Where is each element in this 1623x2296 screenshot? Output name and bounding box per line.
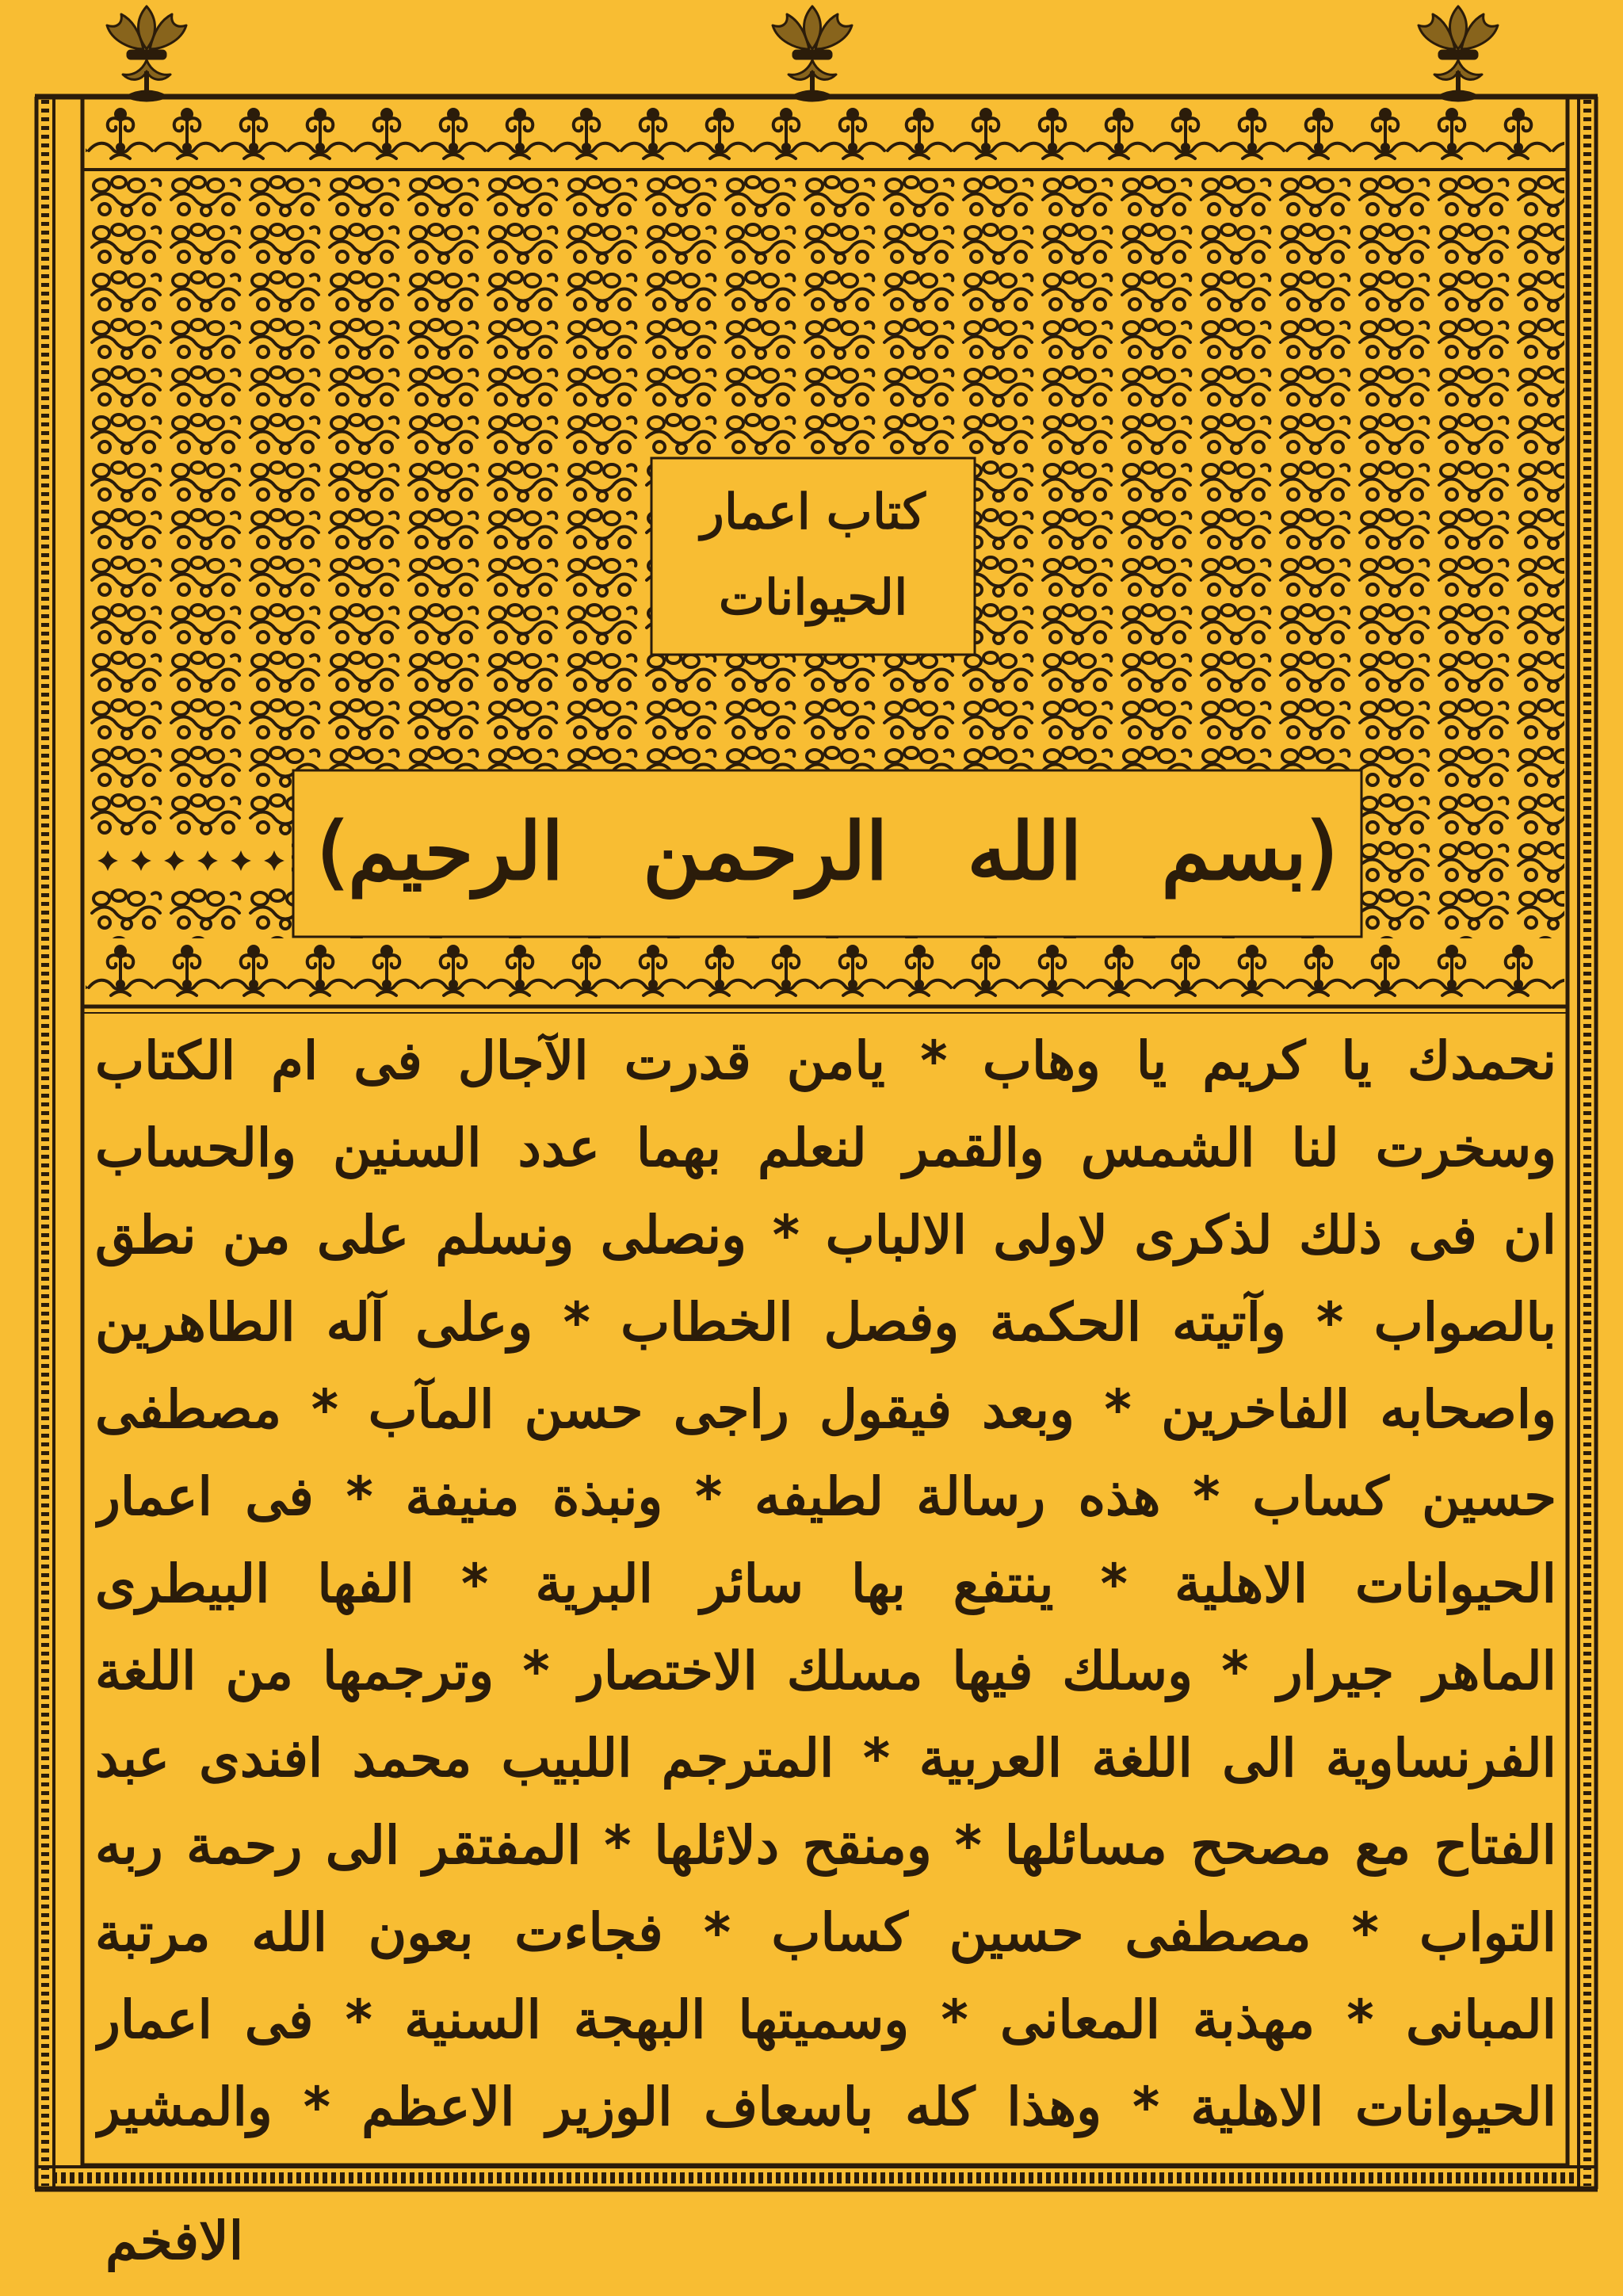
basmala-heading: (بسم الله الرحمن الرحيم) <box>317 805 1338 898</box>
catchword: الافخم <box>105 2210 244 2271</box>
book-title <box>651 458 975 655</box>
body-line: بالصواب * وآتيته الحكمة وفصل الخطاب * وعلى آله الطاهرين <box>95 1292 1556 1353</box>
bottom-floral-border <box>86 940 1564 1003</box>
body-line: الفرنساوية الى اللغة العربية * المترجم اللبيب محمد افندى عبد <box>95 1728 1556 1789</box>
body-text <box>95 1018 1556 2151</box>
star-strip <box>87 835 292 886</box>
body-line: ان فى ذلك لذكرى لاولى الالباب * ونصلى ونسلم على من نطق <box>95 1205 1556 1266</box>
body-line: المبانى * مهذبة المعانى * وسميتها البهجة السنية * فى اعمار <box>95 1989 1556 2050</box>
body-line: التواب * مصطفى حسين كساب * فجاءت بعون الله مرتبة <box>95 1902 1556 1963</box>
body-line: حسين كساب * هذه رسالة لطيفه * ونبذة منيفة * فى اعمار <box>95 1466 1556 1527</box>
body-line: الماهر جيرار * وسلك فيها مسلك الاختصار * وترجمها من اللغة <box>95 1641 1556 1702</box>
book-title-line: كتاب اعمار <box>700 483 926 541</box>
body-line: الفتاح مع مصحح مسائلها * ومنقح دلائلها * المفتقر الى رحمة ربه <box>95 1815 1556 1876</box>
body-line: نحمدك يا كريم يا وهاب * يامن قدرت الآجال فى ام الكتاب <box>95 1030 1556 1091</box>
body-line: الحيوانات الاهلية * ينتفع بها سائر البرية * الفها البيطرى <box>95 1553 1556 1614</box>
body-line: الحيوانات الاهلية * وهذا كله باسعاف الوزير الاعظم * والمشير <box>95 2076 1556 2137</box>
top-floral-border <box>86 103 1564 166</box>
body-line: واصحابه الفاخرين * وبعد فيقول راجى حسن المآب * مصطفى <box>95 1379 1556 1440</box>
fleuron-icon <box>1419 6 1498 101</box>
top-fleurons <box>107 6 1498 101</box>
book-title-line: الحيوانات <box>718 568 908 626</box>
fleuron-icon <box>773 6 852 101</box>
body-line: وسخرت لنا الشمس والقمر لنعلم بهما عدد السنين والحساب <box>95 1117 1556 1179</box>
fleuron-icon <box>107 6 186 101</box>
